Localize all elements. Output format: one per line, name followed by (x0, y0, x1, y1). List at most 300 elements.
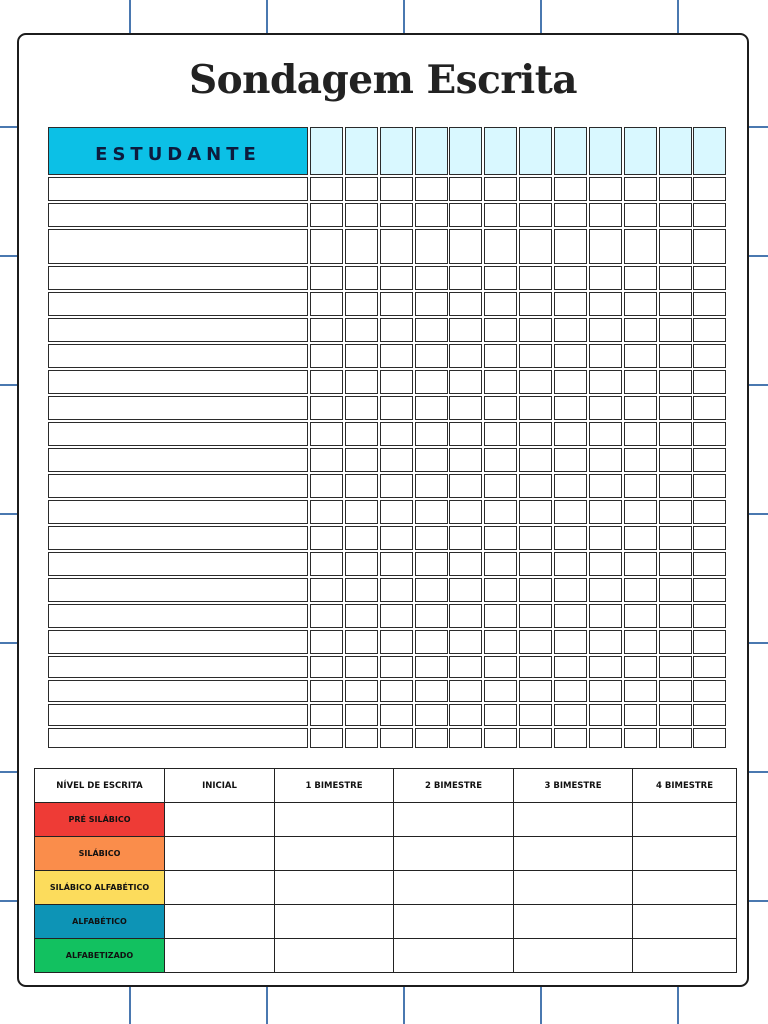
check-cell (310, 630, 343, 654)
check-cell (693, 704, 726, 726)
check-cell (484, 630, 517, 654)
check-cell (624, 229, 657, 264)
check-cell (659, 552, 692, 576)
check-cell (589, 704, 622, 726)
student-name-cell (48, 474, 308, 498)
check-cell (345, 396, 378, 420)
check-cell (589, 448, 622, 472)
check-cell (310, 396, 343, 420)
check-cell (554, 318, 587, 342)
check-cell (589, 578, 622, 602)
check-cell (693, 177, 726, 201)
check-cell (589, 552, 622, 576)
worksheet (17, 33, 749, 987)
check-cell (659, 344, 692, 368)
check-cell (415, 266, 448, 290)
check-cell (624, 680, 657, 702)
check-cell (693, 728, 726, 748)
check-cell (624, 203, 657, 227)
legend-entry-cell (633, 837, 737, 871)
check-cell (554, 728, 587, 748)
check-cell (345, 604, 378, 628)
check-cell (693, 292, 726, 316)
check-cell (589, 526, 622, 550)
check-cell (415, 578, 448, 602)
check-cell (589, 422, 622, 446)
student-header-label: ESTUDANTE (95, 143, 261, 165)
student-name-cell (48, 526, 308, 550)
check-cell (624, 177, 657, 201)
column-header-box (380, 127, 413, 175)
legend-table (34, 768, 737, 973)
check-cell (589, 728, 622, 748)
check-cell (449, 578, 482, 602)
legend-level-label: ALFABETIZADO (35, 939, 165, 973)
check-cell (519, 552, 552, 576)
check-cell (484, 500, 517, 524)
student-name-cell (48, 728, 308, 748)
check-cell (449, 422, 482, 446)
check-cell (415, 422, 448, 446)
check-cell (693, 448, 726, 472)
check-cell (554, 656, 587, 678)
legend-entry-cell (394, 871, 514, 905)
check-cell (345, 680, 378, 702)
check-cell (345, 500, 378, 524)
check-cell (380, 370, 413, 394)
check-cell (624, 728, 657, 748)
check-cell (659, 728, 692, 748)
check-cell (345, 292, 378, 316)
student-name-cell (48, 630, 308, 654)
legend-header-bimestre-4: 4 BIMESTRE (633, 769, 737, 803)
check-cell (624, 370, 657, 394)
check-cell (449, 728, 482, 748)
check-cell (380, 266, 413, 290)
legend-header-bimestre-2: 2 BIMESTRE (394, 769, 514, 803)
check-cell (449, 680, 482, 702)
legend-entry-cell (633, 803, 737, 837)
legend-entry-cell (275, 871, 394, 905)
check-cell (659, 578, 692, 602)
check-cell (624, 344, 657, 368)
check-cell (659, 680, 692, 702)
check-cell (345, 474, 378, 498)
legend-header-inicial: INICIAL (165, 769, 275, 803)
legend-entry-cell (275, 905, 394, 939)
legend-level-label: SILÁBICO (35, 837, 165, 871)
student-header (48, 127, 308, 175)
check-cell (484, 266, 517, 290)
check-cell (449, 396, 482, 420)
legend-entry-cell (394, 905, 514, 939)
check-cell (484, 578, 517, 602)
check-cell (449, 500, 482, 524)
student-name-cell (48, 680, 308, 702)
check-cell (380, 318, 413, 342)
check-cell (380, 604, 413, 628)
check-cell (449, 474, 482, 498)
check-cell (554, 630, 587, 654)
check-cell (659, 500, 692, 524)
legend-entry-cell (394, 939, 514, 973)
check-cell (310, 552, 343, 576)
check-cell (415, 630, 448, 654)
legend-entry-cell (165, 905, 275, 939)
legend-header-bimestre-3: 3 BIMESTRE (514, 769, 633, 803)
check-cell (519, 500, 552, 524)
check-cell (449, 229, 482, 264)
check-cell (484, 728, 517, 748)
check-cell (415, 604, 448, 628)
legend-entry-cell (633, 939, 737, 973)
legend-row (35, 871, 737, 905)
check-cell (484, 396, 517, 420)
check-cell (380, 500, 413, 524)
check-cell (589, 604, 622, 628)
check-cell (449, 292, 482, 316)
check-cell (380, 656, 413, 678)
check-cell (380, 448, 413, 472)
legend-entry-cell (165, 939, 275, 973)
check-cell (310, 704, 343, 726)
check-cell (380, 526, 413, 550)
check-cell (310, 604, 343, 628)
legend-level-label: PRÉ SILÁBICO (35, 803, 165, 837)
check-cell (554, 604, 587, 628)
check-cell (484, 704, 517, 726)
legend-header-bimestre-1: 1 BIMESTRE (275, 769, 394, 803)
check-cell (519, 448, 552, 472)
check-cell (659, 526, 692, 550)
legend-row (35, 803, 737, 837)
student-name-cell (48, 292, 308, 316)
check-cell (519, 526, 552, 550)
check-cell (345, 177, 378, 201)
check-cell (624, 578, 657, 602)
check-cell (449, 604, 482, 628)
check-cell (415, 656, 448, 678)
column-header-box (659, 127, 692, 175)
legend-row (35, 837, 737, 871)
check-cell (693, 656, 726, 678)
student-name-cell (48, 177, 308, 201)
check-cell (310, 680, 343, 702)
check-cell (659, 266, 692, 290)
check-cell (693, 344, 726, 368)
check-cell (484, 526, 517, 550)
check-cell (380, 344, 413, 368)
check-cell (484, 422, 517, 446)
check-cell (624, 604, 657, 628)
check-cell (345, 630, 378, 654)
check-cell (659, 630, 692, 654)
check-cell (484, 203, 517, 227)
check-cell (415, 370, 448, 394)
check-cell (659, 396, 692, 420)
check-cell (519, 474, 552, 498)
check-cell (693, 630, 726, 654)
check-cell (449, 370, 482, 394)
check-cell (345, 448, 378, 472)
check-cell (484, 229, 517, 264)
check-cell (519, 177, 552, 201)
legend-entry-cell (165, 871, 275, 905)
check-cell (624, 448, 657, 472)
check-cell (659, 448, 692, 472)
check-cell (624, 266, 657, 290)
legend-entry-cell (514, 871, 633, 905)
check-cell (380, 578, 413, 602)
student-name-cell (48, 229, 308, 264)
check-cell (484, 292, 517, 316)
check-cell (310, 526, 343, 550)
check-cell (519, 292, 552, 316)
check-cell (380, 680, 413, 702)
check-cell (449, 266, 482, 290)
check-cell (693, 396, 726, 420)
check-cell (693, 318, 726, 342)
check-cell (554, 344, 587, 368)
legend-row (35, 939, 737, 973)
check-cell (415, 177, 448, 201)
column-header-box (345, 127, 378, 175)
check-cell (415, 680, 448, 702)
check-cell (693, 422, 726, 446)
check-cell (310, 448, 343, 472)
check-cell (449, 630, 482, 654)
legend-entry-cell (165, 837, 275, 871)
check-cell (554, 229, 587, 264)
check-cell (380, 177, 413, 201)
check-cell (589, 266, 622, 290)
check-cell (345, 526, 378, 550)
student-name-cell (48, 578, 308, 602)
check-cell (589, 656, 622, 678)
legend-entry-cell (514, 939, 633, 973)
check-cell (554, 552, 587, 576)
check-cell (519, 630, 552, 654)
check-cell (519, 704, 552, 726)
check-cell (484, 177, 517, 201)
check-cell (484, 680, 517, 702)
check-cell (554, 396, 587, 420)
legend-row (35, 905, 737, 939)
check-cell (554, 203, 587, 227)
check-cell (310, 578, 343, 602)
check-cell (554, 370, 587, 394)
check-cell (624, 500, 657, 524)
check-cell (519, 229, 552, 264)
check-cell (624, 656, 657, 678)
check-cell (589, 500, 622, 524)
check-cell (624, 422, 657, 446)
student-name-cell (48, 422, 308, 446)
check-cell (484, 370, 517, 394)
check-cell (449, 704, 482, 726)
legend-level-label: SILÁBICO ALFABÉTICO (35, 871, 165, 905)
check-cell (693, 500, 726, 524)
check-cell (484, 448, 517, 472)
check-cell (519, 318, 552, 342)
check-cell (310, 422, 343, 446)
check-cell (519, 344, 552, 368)
check-cell (449, 344, 482, 368)
check-cell (310, 370, 343, 394)
check-cell (659, 203, 692, 227)
legend-entry-cell (275, 837, 394, 871)
check-cell (693, 266, 726, 290)
check-cell (693, 604, 726, 628)
legend-entry-cell (394, 803, 514, 837)
column-header-box (519, 127, 552, 175)
check-cell (415, 229, 448, 264)
legend-entry-cell (514, 803, 633, 837)
check-cell (659, 422, 692, 446)
check-cell (554, 448, 587, 472)
check-cell (380, 422, 413, 446)
check-cell (415, 500, 448, 524)
check-cell (380, 474, 413, 498)
student-name-cell (48, 396, 308, 420)
check-cell (554, 526, 587, 550)
check-cell (415, 704, 448, 726)
check-cell (693, 680, 726, 702)
check-cell (554, 474, 587, 498)
check-cell (659, 229, 692, 264)
check-cell (484, 552, 517, 576)
legend-header-level: NÍVEL DE ESCRITA (35, 769, 165, 803)
check-cell (693, 526, 726, 550)
check-cell (415, 526, 448, 550)
check-cell (415, 318, 448, 342)
check-cell (624, 704, 657, 726)
check-cell (519, 578, 552, 602)
check-cell (659, 370, 692, 394)
check-cell (449, 448, 482, 472)
check-cell (380, 728, 413, 748)
student-name-cell (48, 656, 308, 678)
check-cell (310, 318, 343, 342)
check-cell (345, 318, 378, 342)
legend-entry-cell (165, 803, 275, 837)
check-cell (380, 203, 413, 227)
check-cell (345, 552, 378, 576)
page-title: Sondagem Escrita (188, 57, 578, 103)
check-cell (519, 266, 552, 290)
check-cell (659, 177, 692, 201)
check-cell (345, 203, 378, 227)
student-name-cell (48, 500, 308, 524)
column-header-box (484, 127, 517, 175)
check-cell (589, 318, 622, 342)
check-cell (310, 266, 343, 290)
check-cell (693, 578, 726, 602)
check-cell (589, 630, 622, 654)
check-cell (380, 630, 413, 654)
check-cell (310, 656, 343, 678)
legend-entry-cell (394, 837, 514, 871)
check-cell (624, 630, 657, 654)
check-cell (484, 344, 517, 368)
student-name-cell (48, 704, 308, 726)
check-cell (519, 656, 552, 678)
check-cell (659, 604, 692, 628)
check-cell (345, 656, 378, 678)
check-cell (554, 500, 587, 524)
legend-entry-cell (633, 905, 737, 939)
check-cell (554, 177, 587, 201)
check-cell (589, 474, 622, 498)
check-cell (554, 292, 587, 316)
check-cell (345, 728, 378, 748)
check-cell (554, 680, 587, 702)
check-cell (589, 396, 622, 420)
check-cell (310, 500, 343, 524)
check-cell (310, 229, 343, 264)
column-header-box (415, 127, 448, 175)
check-cell (519, 370, 552, 394)
check-cell (659, 656, 692, 678)
check-cell (554, 266, 587, 290)
check-cell (484, 318, 517, 342)
check-cell (693, 203, 726, 227)
legend-entry-cell (514, 837, 633, 871)
check-cell (589, 370, 622, 394)
student-name-cell (48, 203, 308, 227)
column-header-box (449, 127, 482, 175)
check-cell (449, 203, 482, 227)
check-cell (693, 229, 726, 264)
student-name-cell (48, 604, 308, 628)
legend-level-label: ALFABÉTICO (35, 905, 165, 939)
check-cell (449, 552, 482, 576)
check-cell (659, 474, 692, 498)
check-cell (624, 526, 657, 550)
check-cell (310, 292, 343, 316)
column-header-box (554, 127, 587, 175)
check-cell (624, 552, 657, 576)
check-cell (415, 448, 448, 472)
legend-entry-cell (275, 803, 394, 837)
check-cell (554, 422, 587, 446)
legend-entry-cell (633, 871, 737, 905)
check-cell (589, 292, 622, 316)
check-cell (484, 604, 517, 628)
check-cell (345, 370, 378, 394)
legend-entry-cell (275, 939, 394, 973)
column-header-box (589, 127, 622, 175)
student-name-cell (48, 266, 308, 290)
check-cell (415, 474, 448, 498)
check-cell (589, 344, 622, 368)
column-header-box (310, 127, 343, 175)
check-cell (345, 344, 378, 368)
check-cell (519, 680, 552, 702)
check-cell (589, 177, 622, 201)
column-header-box (624, 127, 657, 175)
check-cell (449, 656, 482, 678)
check-cell (554, 578, 587, 602)
check-cell (554, 704, 587, 726)
check-cell (589, 229, 622, 264)
check-cell (415, 728, 448, 748)
check-cell (380, 552, 413, 576)
check-cell (345, 422, 378, 446)
column-header-box (693, 127, 726, 175)
check-cell (345, 229, 378, 264)
check-cell (380, 292, 413, 316)
